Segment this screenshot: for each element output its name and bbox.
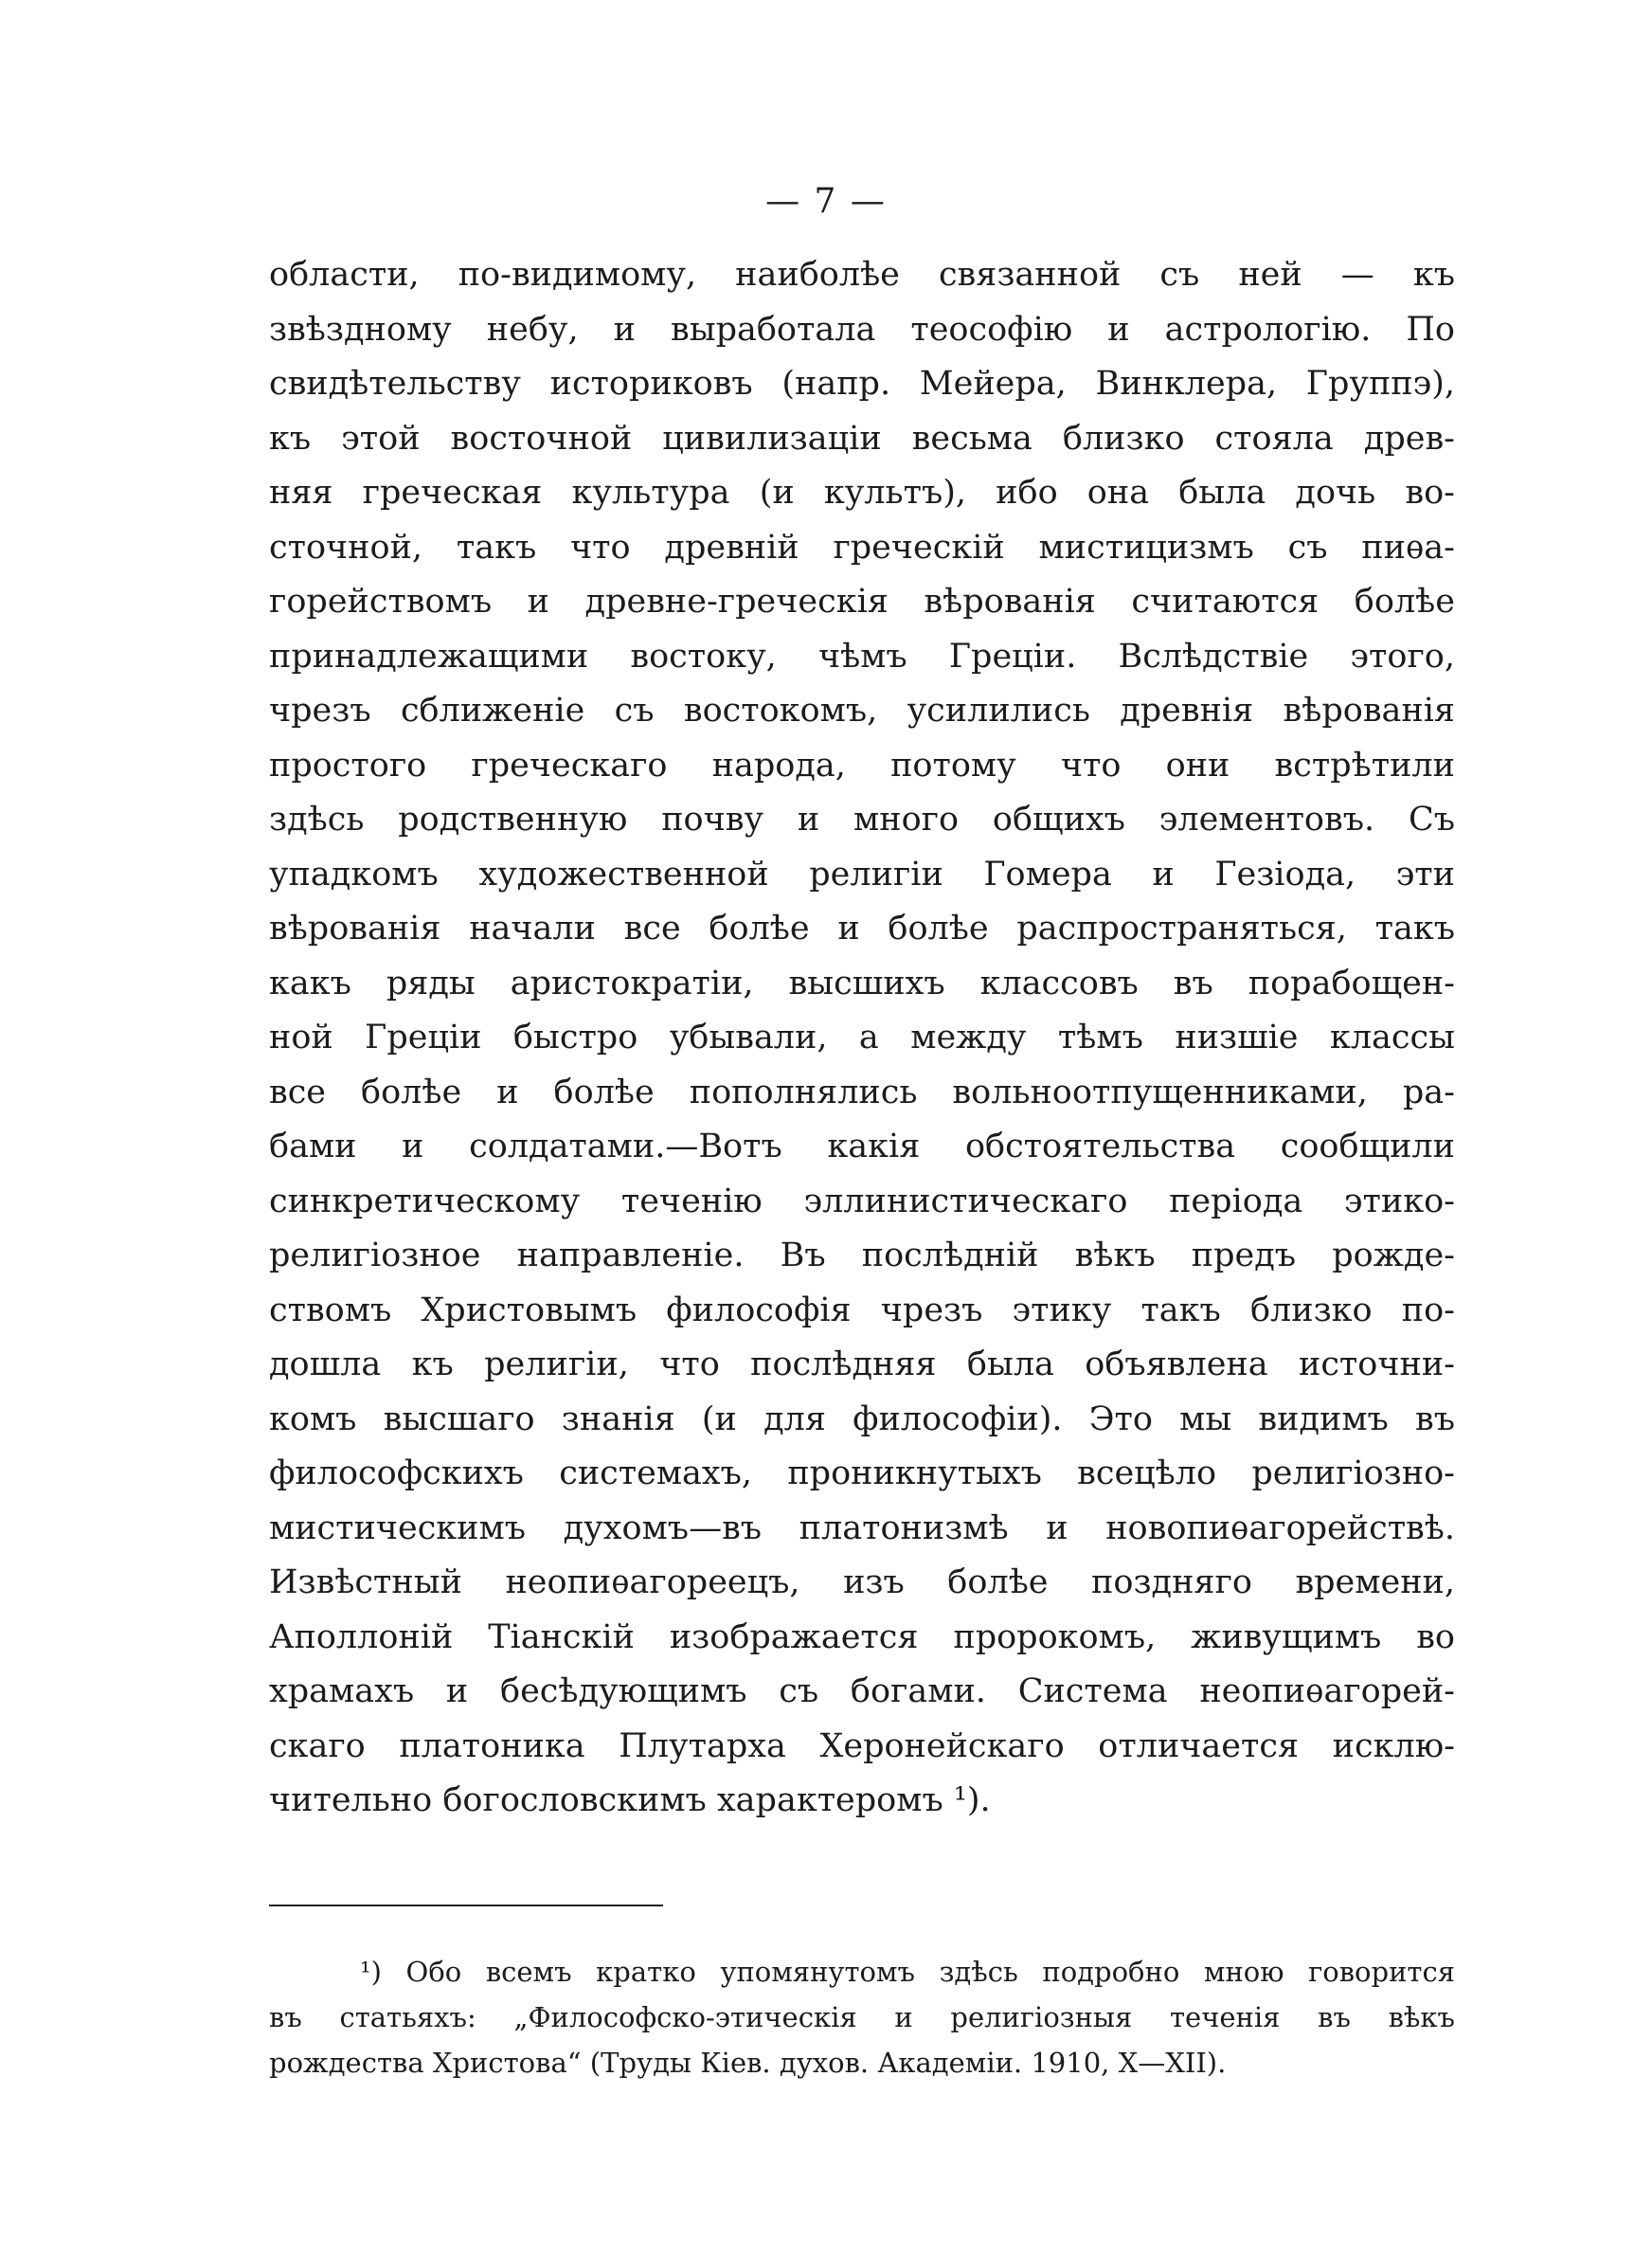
text-line: ной Греціи быстро убывали, а между тѣмъ низшіе классы	[269, 1019, 1455, 1056]
footnote-line: въ статьяхъ: „Философско-этическія и религіозныя теченія въ вѣкъ	[269, 2001, 1455, 2033]
text-line: вѣрованія начали все болѣе и болѣе распространяться, такъ	[269, 910, 1455, 948]
text-line: няя греческая культура (и культъ), ибо она была дочь во-	[269, 474, 1455, 512]
text-line: дошла къ религіи, что послѣдняя была объявлена источни-	[269, 1345, 1455, 1383]
page-number: — 7 —	[765, 182, 887, 221]
text-line: мистическимъ духомъ—въ платонизмѣ и новопиѳагорействѣ.	[269, 1508, 1455, 1547]
text-line: свидѣтельству историковъ (напр. Мейера, Винклера, Группэ),	[269, 365, 1455, 403]
text-line: области, по-видимому, наиболѣе связанной съ ней — къ	[269, 256, 1455, 294]
text-line: философскихъ системахъ, проникнутыхъ всецѣло религіозно-	[269, 1454, 1455, 1492]
text-line: какъ ряды аристократіи, высшихъ классовъ въ порабощен-	[269, 964, 1455, 1002]
text-line: синкретическому теченію эллинистическаго періода этико-	[269, 1182, 1455, 1220]
text-line: все болѣе и болѣе пополнялись вольноотпущенниками, ра-	[269, 1073, 1455, 1111]
text-line: принадлежащими востоку, чѣмъ Греціи. Вслѣдствіе этого,	[269, 637, 1455, 676]
text-line: Извѣстный неопиѳагореецъ, изъ болѣе поздняго времени,	[269, 1563, 1455, 1601]
footnote-divider	[269, 1905, 663, 1906]
text-line: религіозное направленіе. Въ послѣдній вѣкъ предъ рожде-	[269, 1237, 1455, 1274]
text-line: скаго платоника Плутарха Херонейскаго отличается исклю-	[269, 1726, 1455, 1765]
text-line: звѣздному небу, и выработала теософію и астрологію. По	[269, 310, 1455, 349]
text-line: бами и солдатами.—Вотъ какія обстоятельства сообщили	[269, 1128, 1455, 1165]
text-line-last: чительно богословскимъ характеромъ ¹).	[269, 1781, 991, 1819]
text-line: Аполлоній Тіанскій изображается пророкомъ, живущимъ во	[269, 1617, 1455, 1656]
footnote	[269, 1949, 1455, 2085]
text-line: сточной, такъ что древній греческій мистицизмъ съ пиѳа-	[269, 528, 1455, 567]
text-line: комъ высшаго знанія (и для философіи). Это мы видимъ въ	[269, 1399, 1455, 1438]
text-line: чрезъ сближеніе съ востокомъ, усилились древнія вѣрованія	[269, 692, 1455, 730]
main-text	[269, 248, 1455, 1829]
text-line: къ этой восточной цивилизаціи весьма близко стояла древ-	[269, 419, 1455, 458]
text-line: храмахъ и бесѣдующимъ съ богами. Система неопиѳагорей-	[269, 1672, 1455, 1710]
text-line: простого греческаго народа, потому что они встрѣтили	[269, 746, 1455, 785]
footnote-line: ¹) Обо всемъ кратко упомянутомъ здѣсь подробно мною говорится	[360, 1956, 1455, 1988]
text-line: горействомъ и древне-греческія вѣрованія считаются болѣе	[269, 583, 1455, 621]
text-line: ствомъ Христовымъ философія чрезъ этику такъ близко по-	[269, 1291, 1455, 1329]
text-line: упадкомъ художественной религіи Гомера и Гезіода, эти	[269, 855, 1455, 894]
text-line: здѣсь родственную почву и много общихъ элементовъ. Съ	[269, 801, 1455, 839]
footnote-line-last: рождества Христова“ (Труды Кіев. духов. Академіи. 1910, X—XII).	[269, 2047, 1227, 2079]
